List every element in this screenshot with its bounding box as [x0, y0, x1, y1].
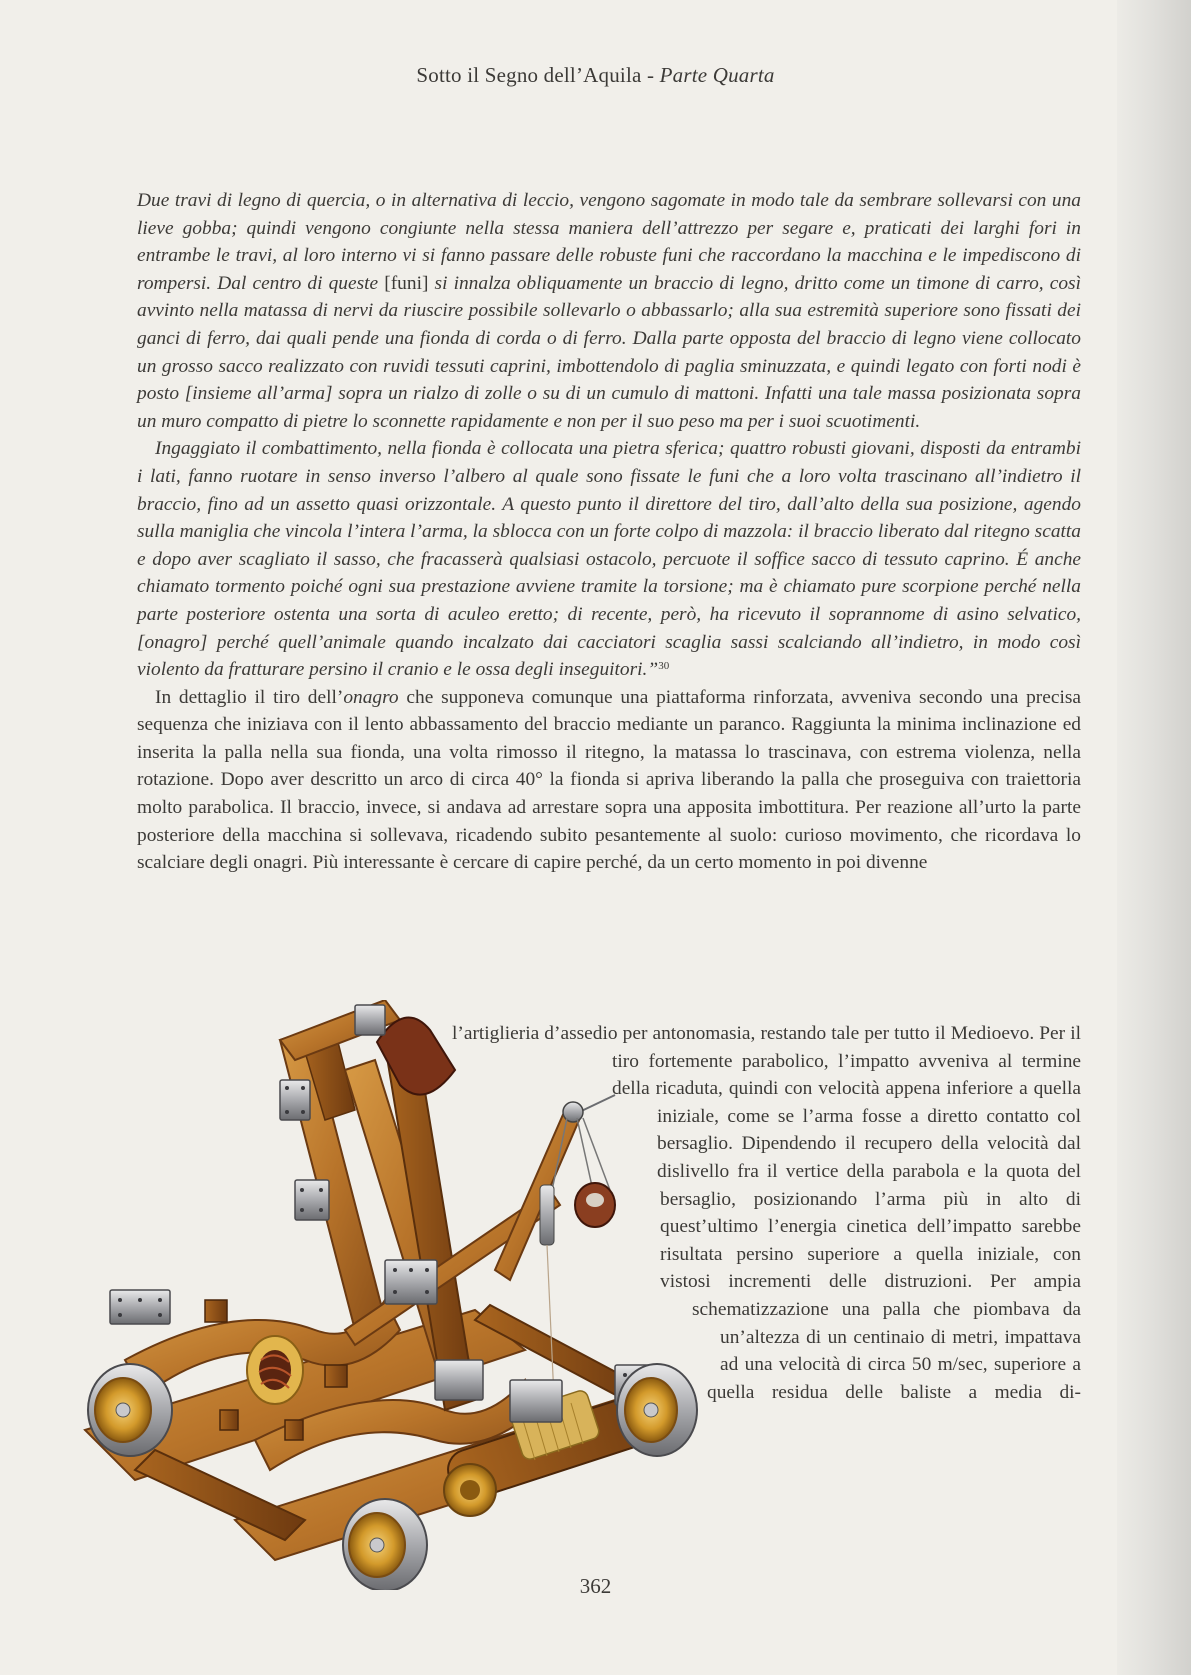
footnote-ref: 30: [658, 660, 670, 673]
quote-paragraph-2: Ingaggiato il combattimento, nella fionda è collocata una pietra sferica; quattro robusti giovani, disposti da entrambi i lati, fanno ruotare in senso inverso l’albero al quale sono fissate le funi che a loro volta trascinano all’indietro il braccio, fino ad un assetto quasi orizzontale. A questo punto il direttore del tiro, dall’alto della sua posizione, agendo sulla maniglia che vincola l’intera l’arma, la sblocca con un forte colpo di mazzola: il braccio liberato dal ritegno scatta e dopo aver scagliato il sasso, che fracasserà qualsiasi ostacolo, percuote il soffice sacco di tessuto caprino. É anche chiamato tormento poiché ogni sua prestazione avviene tramite la torsione; ma è chiamato pure scorpione perché nella parte posteriore ostenta una sorta di aculeo eretto; di recente, però, ha ricevuto il soprannome di asino selvatico, [onagro] perché quell’animale quando incalzato dai cacciatori scaglia sassi scalciando all’indietro, in modo così violento da fratturare persino il cranio e le ossa degli inseguitori.”$^{30}$: [137, 438, 1081, 681]
main-text: [137, 187, 1081, 877]
part-title: Parte Quarta: [659, 63, 775, 87]
page-number: 362: [579, 1574, 612, 1598]
term-onagro: onagro: [343, 686, 399, 708]
onager-catapult-illustration: [55, 1000, 725, 1590]
page-edge-shadow: [1117, 0, 1191, 1675]
bracket-insertion: [funi]: [384, 272, 429, 294]
book-title: Sotto il Segno dell’Aquila: [416, 63, 642, 87]
header-separator: -: [641, 63, 660, 87]
body-paragraph-2: l’artiglieria d’assedio per antonomasia, restando tale per tutto il Medioevo. Per il tiro fortemente parabolico, l’impatto avveniva al termine della ricaduta, quindi con velocità appena inferiore a quella iniziale, come se l’arma fosse a diretto contatto col bersaglio. Dipendendo il recupero della velocità dal dislivello fra il vertice della parabola e la quota del bersaglio, posizionando l’arma più in alto di quest’ultimo l’energia cinetica dell’impatto sarebbe risultata persino superiore a quella iniziale, con vistosi incrementi delle distruzioni. Per ampia schematizzazione una palla che piombava da un’altezza di un centinaio di metri, impattava ad una velocità di circa 50 m/sec, superiore a quella residua delle baliste a media di-: [452, 1023, 1081, 1403]
running-head: [0, 63, 1191, 88]
quote-paragraph-1: Due travi di legno di quercia, o in alternativa di leccio, vengono sagomate in modo tale da sembrare sollevarsi con una lieve gobba; quindi vengono congiunte nella stessa maniera dell’attrezzo per segare e, praticati dei larghi fori in entrambe le travi, al loro interno vi si fanno passare delle robuste funi che raccordano la macchina e le impediscono di rompersi. Dal centro di queste [funi] si innalza obliquamente un braccio di legno, dritto come un timone di carro, così avvinto nella matassa di nervi da riuscire possibile sollevarlo o abbassarlo; alla sua estremità superiore sono fissati dei ganci di ferro, dai quali pende una fionda di corda o di ferro. Dalla parte opposta del braccio di legno viene collocato un grosso sacco realizzato con ruvidi tessuti caprini, imbottendolo di paglia sminuzzata, e quindi legato con forti nodi è posto [insieme all’arma] sopra un rialzo di zolle o su di un cumulo di mattoni. Infatti una tale massa posizionata sopra un muro compatto di pietre lo sconnette rapidamente e non per il suo peso ma per i suoi scuotimenti.: [137, 190, 1081, 432]
body-paragraph-1: In dettaglio il tiro dell’onagro che supponeva comunque una piattaforma rinforzata, avveniva secondo una precisa sequenza che iniziava con il lento abbassamento del braccio mediante un paranco. Raggiunta la minima inclinazione ed inserita la palla nella sua fionda, una volta rimosso il ritegno, la matassa lo trascinava, con estrema violenza, nella rotazione. Dopo aver descritto un arco di circa 40° la fionda si apriva liberando la palla che proseguiva con traiettoria molto parabolica. Il braccio, invece, si andava ad arrestare sopra una apposita imbottitura. Per reazione all’urto la parte posteriore della macchina si sollevava, ricadendo subito pesantemente al suolo: curioso movimento, che ricordava lo scalciare degli onagri. Più interessante è cercare di capire perché, da un certo momento in poi divenne: [137, 686, 1081, 874]
